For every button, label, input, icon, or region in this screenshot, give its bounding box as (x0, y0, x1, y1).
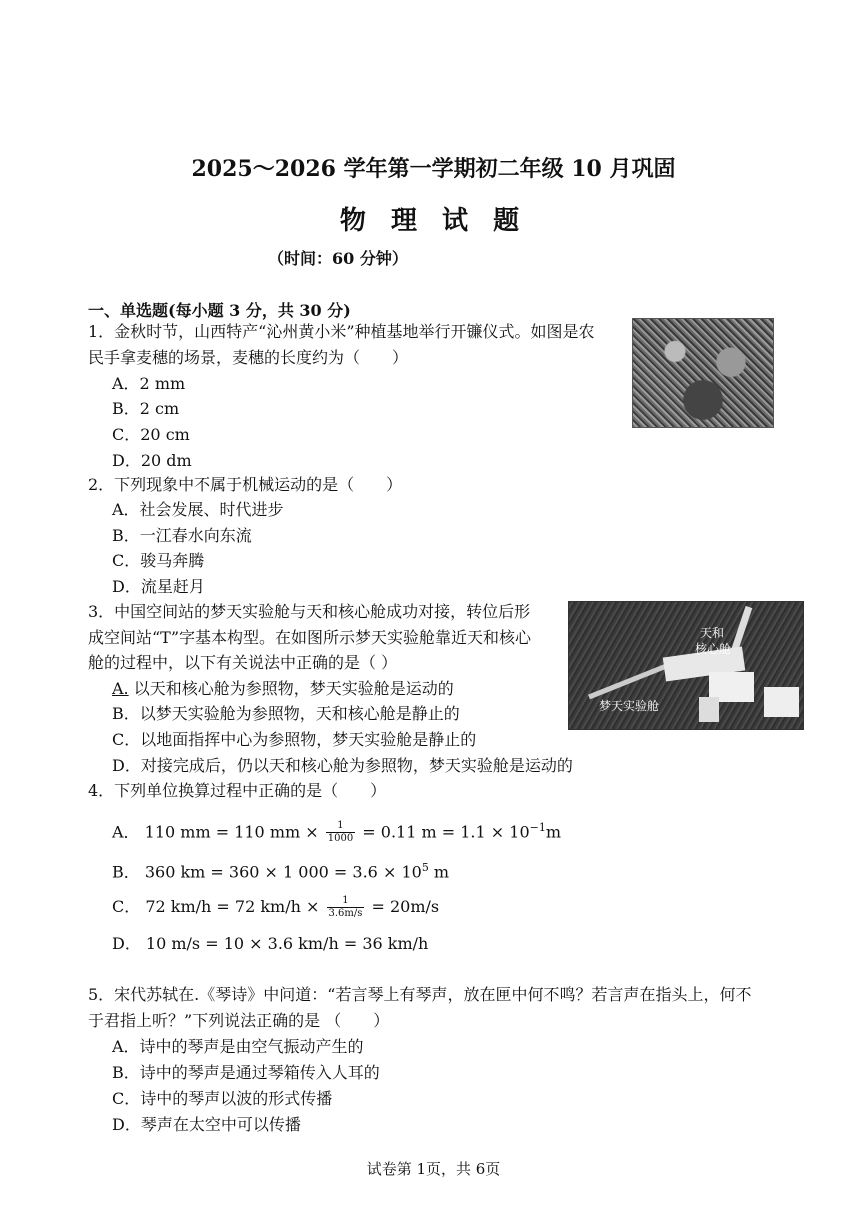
q3-line3: 舱的过程中，以下有关说法中正确的是（ ） (88, 653, 398, 672)
q1-option-a: A．2 mm (112, 374, 186, 393)
q2-line1: 2．下列现象中不属于机械运动的是（ ） (88, 475, 403, 494)
q1-option-b: B．2 cm (112, 399, 180, 418)
space-station-photo (568, 601, 804, 730)
q2-option-b: B．一江春水向东流 (112, 526, 252, 545)
q3-line2: 成空间站“T”字基本构型。在如图所示梦天实验舱靠近天和核心 (88, 628, 532, 647)
q5-line2: 于君指上听？”下列说法正确的是 （ ） (88, 1011, 390, 1030)
q1-option-d: D．20 dm (112, 451, 192, 470)
q4-a-fraction (326, 820, 355, 845)
q4-a-pre: A． 110 mm = 110 mm × (112, 822, 319, 842)
q2-option-c: C．骏马奔腾 (112, 551, 205, 570)
page-footer: 试卷第 1页，共 6页 (366, 1160, 501, 1178)
q4-option-b (112, 858, 449, 882)
q5-option-d: D．琴声在太空中可以传播 (112, 1115, 301, 1134)
q3-line1: 3．中国空间站的梦天实验舱与天和核心舱成功对接，转位后形 (88, 602, 531, 621)
q4-a-exp: −1 (529, 821, 546, 834)
q2-option-a: A．社会发展、时代进步 (112, 500, 284, 519)
exam-title: 2025～2026 学年第一学期初二年级 10 月巩固 (191, 156, 676, 182)
q1-line1: 1．金秋时节，山西特产“沁州黄小米”种植基地举行开镰仪式。如图是农 (88, 322, 595, 341)
subject-title: 物 理 试 题 (339, 206, 528, 236)
q4-b-pre: B． 360 km = 360 × 1 000 = 3.6 × 10 (112, 862, 422, 882)
caption-mengtian: 梦天实验舱 (599, 699, 660, 713)
q2-option-d: D．流星赶月 (112, 577, 205, 596)
q3-option-d: D．对接完成后，仍以天和核心舱为参照物，梦天实验舱是运动的 (112, 756, 573, 775)
q3-option-a (112, 679, 454, 699)
q4-a-post: = 0.11 m = 1.1 × 10 (362, 822, 530, 842)
q4-a-num: 1 (326, 820, 355, 833)
q1-option-c: C．20 cm (112, 425, 190, 444)
q4-b-exp: 5 (421, 861, 429, 874)
q4-c-fraction (327, 895, 365, 920)
q3-option-c: C．以地面指挥中心为参照物，梦天实验舱是静止的 (112, 730, 477, 749)
q4-b-end: m (428, 862, 450, 882)
section-heading: 一、单选题(每小题 3 分，共 30 分) (88, 301, 351, 320)
q4-line1: 4．下列单位换算过程中正确的是（ ） (88, 781, 387, 800)
q3-option-b: B．以梦天实验舱为参照物，天和核心舱是静止的 (112, 704, 460, 723)
q5-option-c: C．诗中的琴声以波的形式传播 (112, 1089, 333, 1108)
q4-option-c (112, 895, 439, 920)
q1-line2: 民手拿麦穗的场景，麦穗的长度约为（ ） (88, 348, 409, 367)
q3-option-a-letter: A. (112, 679, 129, 698)
caption-tianhe-1: 天和 (700, 626, 725, 640)
q3-option-a-text: 以天和核心舱为参照物，梦天实验舱是运动的 (128, 679, 454, 698)
q4-a-end: m (545, 822, 562, 842)
q4-a-den: 1000 (327, 833, 354, 845)
q5-option-b: B．诗中的琴声是通过琴箱传入人耳的 (112, 1063, 380, 1082)
q4-c-num: 1 (327, 895, 365, 908)
q5-line1: 5．宋代苏轼在.《琴诗》中问道：“若言琴上有琴声，放在匣中何不鸣？若言声在指头上，何不 (88, 985, 752, 1004)
q4-option-a (112, 818, 561, 845)
wheat-ear-photo (632, 318, 774, 428)
exam-duration: （时间：60 分钟） (268, 249, 408, 268)
q5-option-a: A．诗中的琴声是由空气振动产生的 (112, 1037, 364, 1056)
q4-c-pre: C． 72 km/h = 72 km/h × (112, 897, 320, 916)
q4-option-d: D． 10 m/s = 10 × 3.6 km/h = 36 km/h (112, 934, 429, 953)
q4-c-post: = 20m/s (371, 897, 440, 916)
q4-c-den: 3.6m/s (328, 908, 363, 919)
caption-tianhe-2: 核心舱 (695, 642, 732, 656)
